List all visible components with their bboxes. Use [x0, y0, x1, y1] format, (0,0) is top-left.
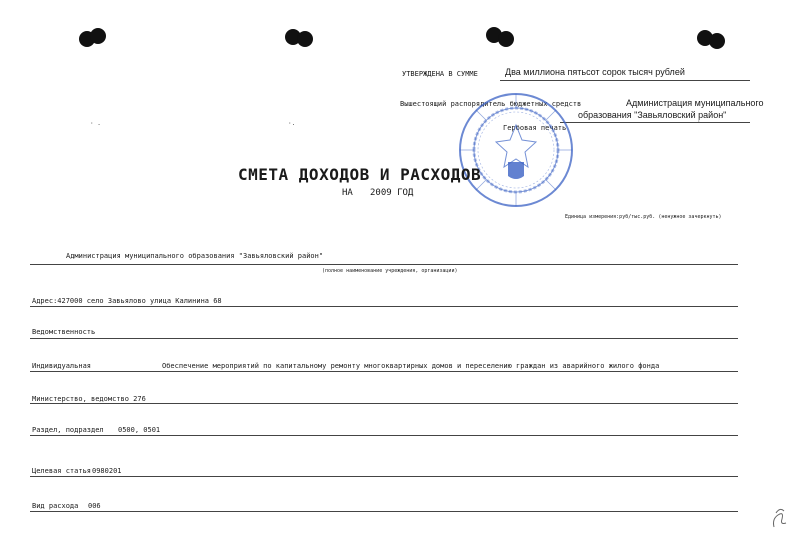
manager-value-line1: Администрация муниципального — [626, 98, 764, 108]
seal-stamp — [456, 90, 576, 210]
section-underline — [30, 435, 738, 436]
individual-label: Индивидуальная — [32, 362, 92, 370]
manager-underline — [560, 122, 750, 123]
expense-underline — [30, 511, 738, 512]
organization-underline — [30, 264, 738, 265]
address-field: Адрес:427000 село Завьялово улица Калинина 68 — [32, 297, 222, 305]
handwritten-mark — [770, 505, 790, 531]
address-underline — [30, 306, 738, 307]
approved-label: УТВЕРЖДЕНА В СУММЕ — [402, 70, 478, 78]
punch-hole — [709, 33, 725, 49]
target-value: 0980201 — [92, 467, 122, 475]
departmental-field: Ведомственность — [32, 328, 96, 336]
units-note: Единица измерения:руб/тыс.руб. (ненужное зачеркнуть) — [565, 214, 722, 220]
section-value: 0500, 0501 — [118, 426, 161, 434]
individual-value: Обеспечение мероприятий по капитальному ремонту многоквартирных домов и переселению граждан из аварийного жилого фонда — [162, 362, 660, 370]
target-label: Целевая статья — [32, 467, 92, 475]
manager-value-line2: образования "Завьяловский район" — [578, 110, 727, 120]
departmental-underline — [30, 338, 738, 339]
approved-underline — [500, 80, 750, 81]
title-year: 2009 ГОД — [370, 188, 414, 198]
organization-name: Администрация муниципального образования "Завьяловский район" — [66, 252, 324, 260]
expense-value: 006 — [88, 502, 101, 510]
punch-hole — [90, 28, 106, 44]
punch-hole — [498, 31, 514, 47]
organization-caption: (полное наименование учреждения, организации) — [322, 268, 458, 274]
expense-label: Вид расхода — [32, 502, 79, 510]
ministry-field: Министерство, ведомство 276 — [32, 395, 146, 403]
scan-speck: · . — [90, 120, 101, 127]
target-underline — [30, 476, 738, 477]
approved-value: Два миллиона пятьсот сорок тысяч рублей — [505, 67, 685, 77]
section-label: Раздел, подраздел — [32, 426, 104, 434]
manager-label: Вышестоящий распорядитель бюджетных средств — [400, 100, 582, 108]
ministry-underline — [30, 403, 738, 404]
punch-hole — [297, 31, 313, 47]
scan-speck: ·. — [288, 120, 296, 127]
individual-underline — [30, 371, 738, 372]
document-title: СМЕТА ДОХОДОВ И РАСХОДОВ — [238, 165, 482, 184]
stamp-caption: Гербовая печать — [503, 124, 567, 132]
title-on-label: НА — [342, 188, 353, 198]
